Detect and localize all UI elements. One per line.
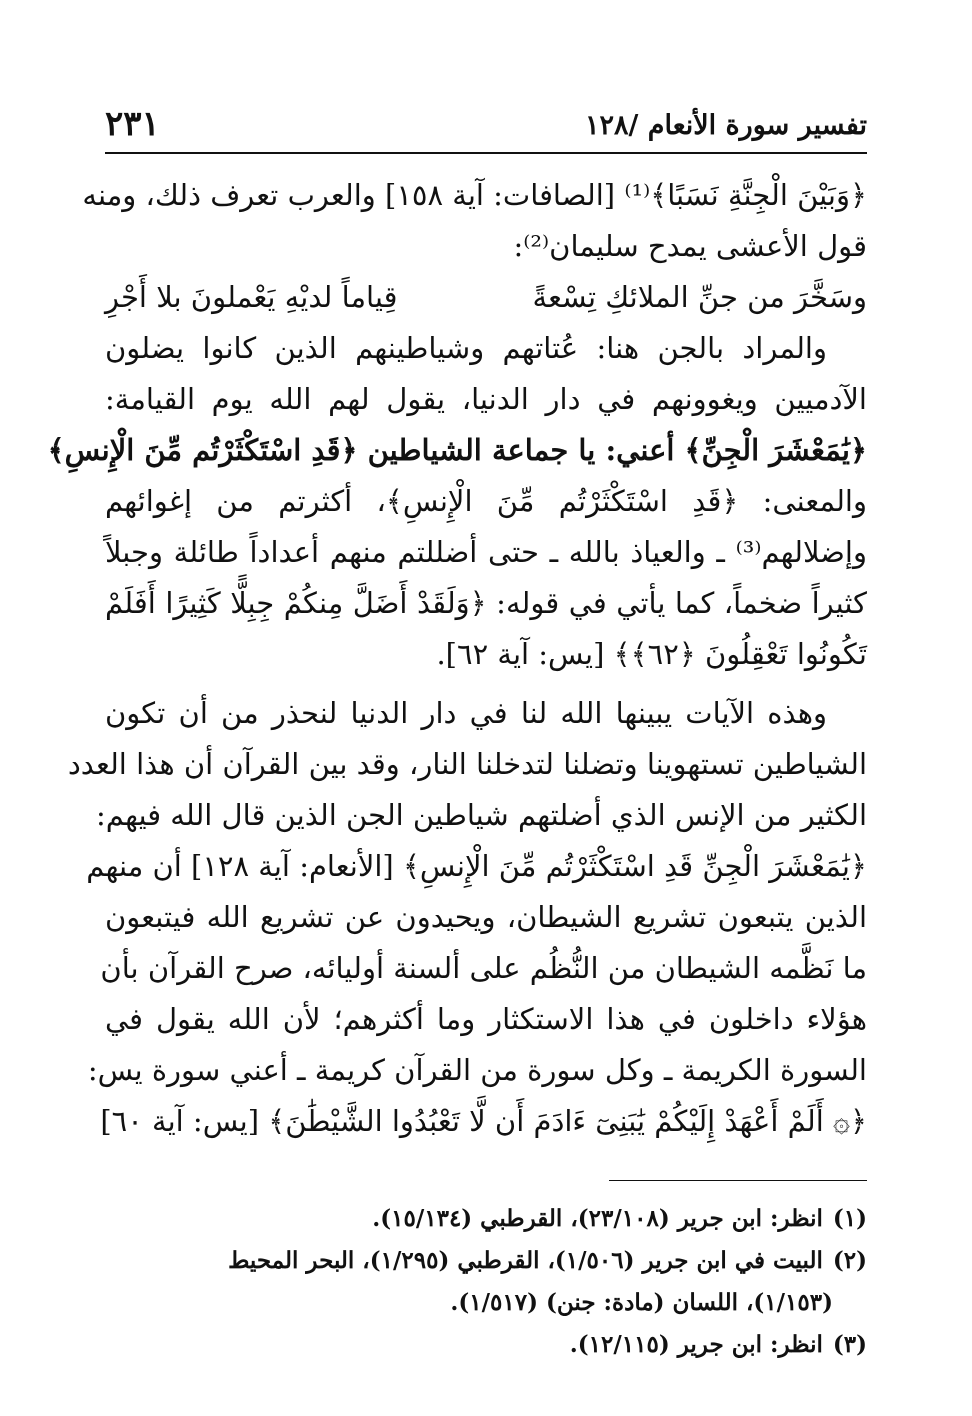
text-line: ﴿۞ أَلَمْ أَعْهَدْ إِلَيْكُمْ يَٰبَنِىٓ ءَادَمَ أَن لَّا تَعْبُدُوا الشَّيْطَٰنَ﴾ [يس: آية ٦٠] [100,1104,867,1138]
text-line: قول الأعشى يمدح سليمان⁽²⁾: [513,229,867,263]
text-line: ما نَظَّمه الشيطان من النُّظُم على ألسنة أوليائه، صرح القرآن بأن [100,951,867,985]
verse-first-hemistich: وسَخَّرَ من جنِّ الملائكِ تِسْعةً [532,280,867,314]
header-title: تفسير سورة الأنعام /١٢٨ [584,110,867,141]
header-divider [105,152,867,154]
footnotes [105,1198,867,1366]
footnote-2 [105,1240,867,1282]
text-line: الشياطين تستهوينا وتضلنا لتدخلنا النار، وقد بين القرآن أن هذا العدد [67,747,867,781]
text-line: وإضلالهم⁽³⁾ ـ والعياذ بالله ـ حتى أضللتم منهم أعداداً طائلة وجبلاً [105,535,867,569]
text-line: تَكُونُوا تَعْقِلُونَ ﴿٦٢﴾﴾ [يس: آية ٦٢]. [436,637,867,671]
text-line: السورة الكريمة ـ وكل سورة من القرآن كريمة ـ أعني سورة يس: [87,1053,867,1087]
footnote-text: انظر: ابن جرير (١٢/١١٥). [569,1331,823,1358]
text-line: كثيراً ضخماً، كما يأتي في قوله: ﴿وَلَقَدْ أَضَلَّ مِنكُمْ جِبِلًّا كَثِيرًا أَفَلَمْ [105,586,867,620]
text-line: والمراد بالجن هنا: عُتاتهم وشياطينهم الذين كانوا يضلون [105,331,827,365]
verse-second-hemistich: قِياماً لديْهِ يَعْملونَ بلا أَجْرِ [105,280,398,314]
text-line: ﴿وَبَيْنَ الْجِنَّةِ نَسَبًا﴾⁽¹⁾ [الصافات: آية ١٥٨] والعرب تعرف ذلك، ومنه [82,178,867,212]
paragraph-gap [105,680,867,688]
text-line: وهذه الآيات يبينها الله لنا في دار الدنيا لنحذر من أن تكون [105,696,827,730]
footnote-number: (٢) [832,1247,867,1274]
footnote-1 [105,1198,867,1240]
main-text [47,170,867,1147]
footnote-text: انظر: ابن جرير (٢٣/١٠٨)، القرطبي (١٥/١٣٤). [372,1205,823,1232]
poetry-verse [105,272,867,323]
text-line: ﴿يَٰمَعْشَرَ الْجِنِّ﴾ أعني: يا جماعة الشياطين ﴿قَدِ اسْتَكْثَرْتُم مِّنَ الْإِنسِ﴾ [47,433,867,467]
text-line: الذين يتبعون تشريع الشيطان، ويحيدون عن تشريع الله فيتبعون [105,900,867,934]
footnote-3 [105,1324,867,1366]
text-line: والمعنى: ﴿قَدِ اسْتَكْثَرْتُم مِّنَ الْإِنسِ﴾، أكثرتم من إغوائهم [105,484,867,518]
footnote-2-continuation: (١/١٥٣)، اللسان (مادة: جنن) (١/٥١٧). [450,1289,833,1316]
page-number: ٢٣١ [105,104,160,144]
text-line: الكثير من الإنس الذي أضلتهم شياطين الجن الذين قال الله فيهم: [96,798,867,832]
footnote-number: (٣) [832,1331,867,1358]
text-line: الآدميين ويغوونهم في دار الدنيا، يقول لهم الله يوم القيامة: [105,382,867,416]
running-header [105,104,867,148]
footnote-number: (١) [832,1205,867,1232]
text-line: ﴿يَٰمَعْشَرَ الْجِنِّ قَدِ اسْتَكْثَرْتُم مِّنَ الْإِنسِ﴾ [الأنعام: آية ١٢٨] أن منهم [86,849,867,883]
footnote-text: البيت في ابن جرير (١/٥٠٦)، القرطبي (١/٢٩٥)، البحر المحيط [228,1247,823,1274]
footnote-divider [609,1180,867,1181]
text-line: هؤلاء داخلون في هذا الاستكثار وما أكثرهم؛ لأن الله يقول في [105,1002,867,1036]
